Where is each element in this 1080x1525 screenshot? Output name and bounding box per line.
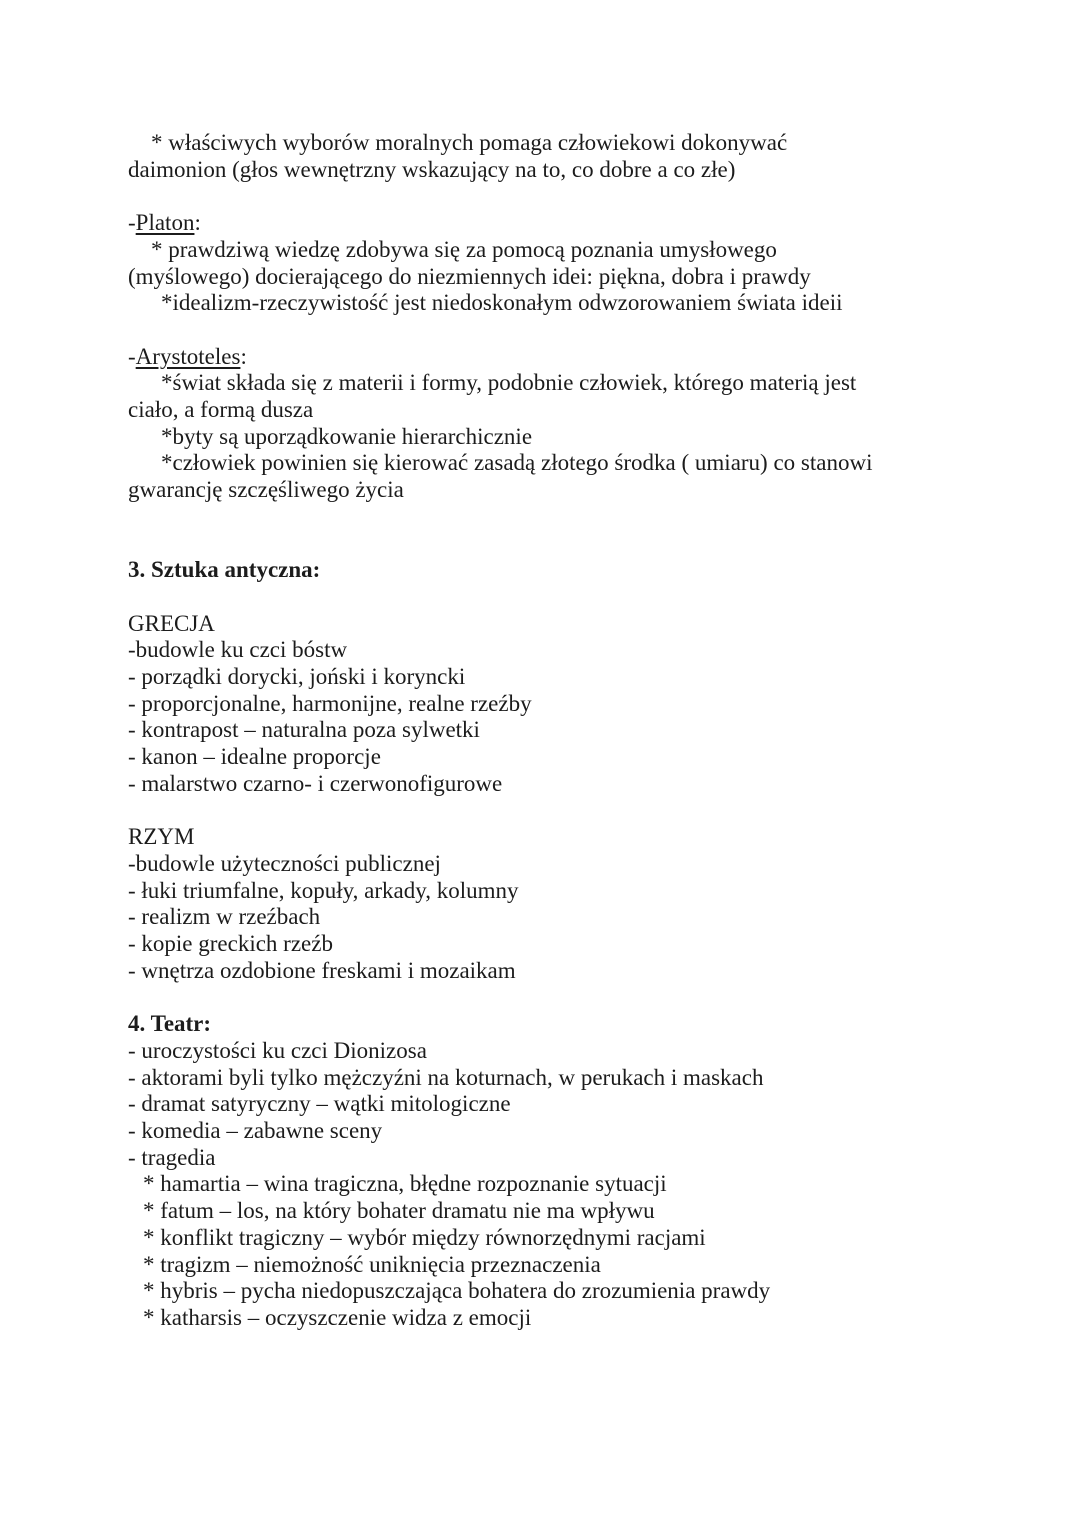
text-line: -budowle użyteczności publicznej [128,850,441,876]
text-line: *idealizm-rzeczywistość jest niedoskonałym odwzorowaniem świata ideii [161,290,843,316]
blank-line [0,798,1080,825]
text-line: - kontrapost – naturalna poza sylwetki [128,717,480,743]
text-line: GRECJA [128,610,215,636]
blank-line [0,985,1080,1012]
text-line: * konflikt tragiczny – wybór między równorzędnymi racjami [143,1224,706,1250]
text-line: * prawdziwą wiedzę zdobywa się za pomocą poznania umysłowego [151,236,777,262]
text-line: RZYM [128,824,195,850]
text-line: - kanon – idealne proporcje [128,744,381,770]
text-line: - realizm w rzeźbach [128,904,321,930]
text-line: - dramat satyryczny – wątki mitologiczne [128,1091,511,1117]
text-line: *byty są uporządkowanie hierarchicznie [161,423,533,449]
blank-line [0,584,1080,611]
blank-line [0,504,1080,531]
text-line: (myślowego) docierającego do niezmiennych idei: piękna, dobra i prawdy [128,263,811,289]
text-line: * hamartia – wina tragiczna, błędne rozpoznanie sytuacji [143,1171,667,1197]
text-line: - proporcjonalne, harmonijne, realne rzeźby [128,690,532,716]
text-line: * fatum – los, na który bohater dramatu nie ma wpływu [143,1198,655,1224]
text-line: * katharsis – oczyszczenie widza z emocji [143,1304,532,1330]
text-line: daimonion (głos wewnętrzny wskazujący na to, co dobre a co złe) [128,156,736,182]
text-line: - malarstwo czarno- i czerwonofigurowe [128,770,503,796]
underlined-term: Platon [135,210,195,236]
text-line: gwarancję szczęśliwego życia [128,477,404,503]
text-fragment: - [128,343,136,369]
text-line: - komedia – zabawne sceny [128,1118,383,1144]
section-heading: 3. Sztuka antyczna: [128,557,321,583]
blank-line [0,531,1080,558]
text-line [0,344,1080,371]
text-line: - tragedia [128,1144,216,1170]
section-heading: 4. Teatr: [128,1011,212,1037]
text-line: * tragizm – niemożność uniknięcia przeznaczenia [143,1251,601,1277]
text-fragment: : [194,210,201,236]
text-line: ciało, a formą dusza [128,397,314,423]
text-line: * właściwych wyborów moralnych pomaga człowiekowi dokonywać [151,130,788,155]
text-line: - wnętrza ozdobione freskami i mozaikam [128,957,516,983]
text-line: * hybris – pycha niedopuszczająca bohatera do zrozumienia prawdy [143,1278,771,1304]
blank-line [0,317,1080,344]
blank-line [0,183,1080,210]
text-fragment: - [128,210,136,236]
text-line: *świat składa się z materii i formy, podobnie człowiek, którego materią jest [161,370,857,396]
text-line: - porządki dorycki, joński i koryncki [128,664,466,690]
text-line: *człowiek powinien się kierować zasadą złotego środka ( umiaru) co stanowi [161,450,873,476]
text-fragment: : [240,343,247,369]
text-line: - aktorami byli tylko mężczyźni na koturnach, w perukach i maskach [128,1064,764,1090]
underlined-term: Arystoteles [135,343,241,369]
text-line: - uroczystości ku czci Dionizosa [128,1037,427,1063]
text-line: - łuki triumfalne, kopuły, arkady, kolumny [128,877,519,903]
text-line: -budowle ku czci bóstw [128,637,348,663]
text-line: - kopie greckich rzeźb [128,931,333,957]
text-line [0,210,1080,237]
